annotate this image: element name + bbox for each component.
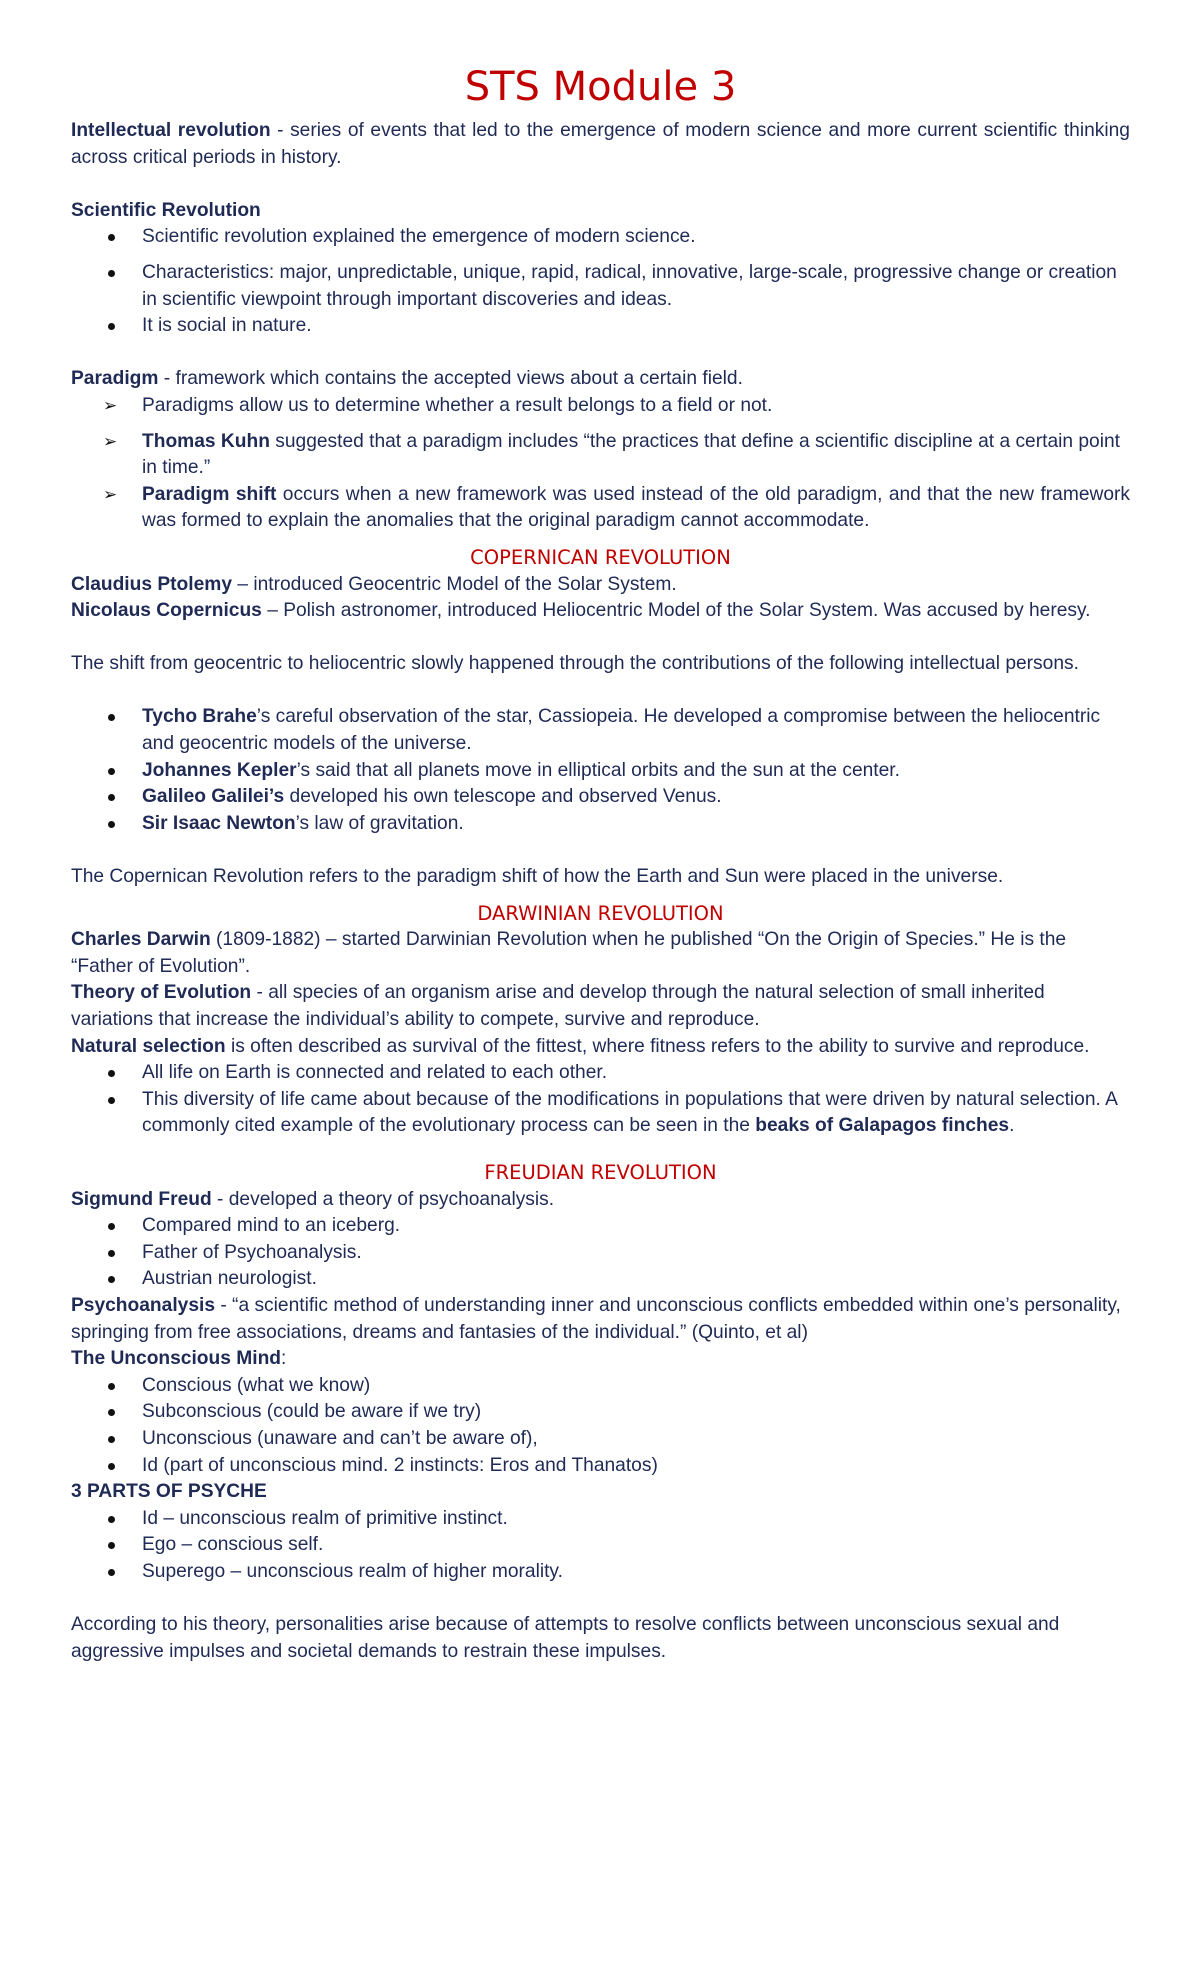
list-item: All life on Earth is connected and related to each other. (71, 1060, 1130, 1087)
natural-selection-text: is often described as survival of the fittest, where fitness refers to the ability to survive and reproduce. (225, 1035, 1090, 1057)
scientific-revolution-list (71, 224, 1130, 339)
arrow-item-text: occurs when a new framework was used instead of the old paradigm, and that the new framework was formed to explain the anomalies that the original paradigm cannot accommodate. (142, 483, 1130, 532)
intro-term: Intellectual revolution (71, 120, 271, 141)
list-item (71, 393, 1130, 420)
contributor-name: Johannes Kepler (142, 759, 297, 781)
copernicus-text: – Polish astronomer, introduced Heliocentric Model of the Solar System. Was accused by heresy. (261, 600, 1091, 622)
list-item: Compared mind to an iceberg. (71, 1213, 1130, 1240)
list-item-bold: beaks of Galapagos finches (755, 1115, 1010, 1137)
ptolemy-paragraph (71, 572, 1130, 599)
contributor-text: ’s said that all planets move in elliptical orbits and the sun at the center. (296, 759, 900, 781)
natural-selection-term: Natural selection (71, 1035, 226, 1057)
unconscious-mind-list (71, 1373, 1130, 1479)
contributor-text: ’s careful observation of the star, Cassiopeia. He developed a compromise between the heliocentric and geocentric models of the universe. (142, 706, 1101, 755)
contributor-text: ’s law of gravitation. (295, 812, 464, 834)
unconscious-mind-heading (71, 1346, 1130, 1373)
freud-text: - developed a theory of psychoanalysis. (211, 1188, 555, 1210)
psyche-heading-text: 3 PARTS OF PSYCHE (71, 1481, 267, 1503)
copernicus-name: Nicolaus Copernicus (71, 600, 262, 622)
natural-selection-paragraph (71, 1034, 1130, 1061)
list-item-end: . (1009, 1115, 1015, 1137)
darwinian-heading: DARWINIAN REVOLUTION (477, 901, 724, 925)
list-item: Father of Psychoanalysis. (71, 1240, 1130, 1267)
list-item: Conscious (what we know) (71, 1373, 1130, 1400)
unconscious-mind-colon: : (281, 1348, 287, 1370)
theory-text: - all species of an organism arise and develop through the natural selection of small inherited variations that increase the individual’s ability to compete, survive and reproduce. (71, 982, 1045, 1030)
arrow-item-bold: Thomas Kuhn (142, 430, 270, 452)
copernican-heading: COPERNICAN REVOLUTION (470, 545, 731, 569)
copernican-summary: The Copernican Revolution refers to the paradigm shift of how the Earth and Sun were placed in the universe. (71, 866, 1004, 888)
list-item: Scientific revolution explained the emergence of modern science. (71, 224, 1130, 251)
freud-name: Sigmund Freud (71, 1188, 212, 1210)
darwin-paragraph (71, 927, 1130, 980)
list-item: Characteristics: major, unpredictable, unique, rapid, radical, innovative, large-scale, progressive change or creation in scientific viewpoint through important discoveries and ideas. (71, 260, 1130, 313)
list-item (71, 1087, 1130, 1140)
intro-text: - series of events that led to the emergence of modern science and more current scientific thinking across critical periods in history. (71, 120, 1130, 168)
list-item: Id (part of unconscious mind. 2 instincts: Eros and Thanatos) (71, 1453, 1130, 1480)
paradigm-text: - framework which contains the accepted views about a certain field. (158, 368, 743, 390)
intro-paragraph (71, 118, 1130, 171)
unconscious-mind-term: The Unconscious Mind (71, 1348, 282, 1370)
psychoanalysis-paragraph (71, 1293, 1130, 1346)
psychoanalysis-term: Psychoanalysis (71, 1294, 215, 1316)
list-item (71, 704, 1130, 757)
darwin-name: Charles Darwin (71, 929, 211, 951)
psychoanalysis-text: - “a scientific method of understanding inner and unconscious conflicts embedded within one’s personality, springing from free associations, dreams and fantasies of the individual.” (Quinto, et al) (71, 1294, 1121, 1343)
list-item: Subconscious (could be aware if we try) (71, 1399, 1130, 1426)
theory-paragraph (71, 980, 1130, 1033)
list-item: Id – unconscious realm of primitive instinct. (71, 1506, 1130, 1533)
freudian-heading: FREUDIAN REVOLUTION (484, 1160, 717, 1184)
contributor-name: Sir Isaac Newton (142, 812, 296, 834)
list-item: Austrian neurologist. (71, 1266, 1130, 1293)
contributor-text: developed his own telescope and observed Venus. (284, 786, 722, 808)
arrow-item-text: Paradigms allow us to determine whether a result belongs to a field or not. (142, 394, 773, 416)
contributors-list (71, 704, 1130, 837)
paradigm-term: Paradigm (71, 368, 159, 390)
freudian-conclusion: According to his theory, personalities arise because of attempts to resolve conflicts between unconscious sexual and aggressive impulses and societal demands to restrain these impulses. (71, 1614, 1060, 1662)
contributor-name: Tycho Brahe (142, 706, 257, 728)
scientific-revolution-heading (71, 198, 1130, 225)
psyche-heading (71, 1479, 1130, 1506)
list-item (71, 758, 1130, 785)
list-item-text: This diversity of life came about because of the modifications in populations that were driven by natural selection. A commonly cited example of the evolutionary process can be seen in the (142, 1088, 1117, 1137)
list-item: Ego – conscious self. (71, 1532, 1130, 1559)
list-item: Unconscious (unaware and can’t be aware of), (71, 1426, 1130, 1453)
list-item: Superego – unconscious realm of higher morality. (71, 1559, 1130, 1586)
scientific-revolution-heading-text: Scientific Revolution (71, 199, 261, 221)
copernicus-paragraph (71, 598, 1130, 625)
darwinian-list (71, 1060, 1130, 1140)
paradigm-paragraph (71, 366, 1130, 393)
ptolemy-name: Claudius Ptolemy (71, 573, 232, 595)
list-item: It is social in nature. (71, 313, 1130, 340)
arrow-item-text: suggested that a paradigm includes “the practices that define a scientific discipline at a certain point in time.” (142, 430, 1120, 479)
list-item (71, 482, 1130, 535)
list-item (71, 429, 1130, 482)
shift-paragraph: The shift from geocentric to heliocentric slowly happened through the contributions of the following intellectual persons. (71, 653, 1079, 675)
arrow-item-bold: Paradigm shift (142, 483, 277, 505)
paradigm-list (71, 393, 1130, 535)
freud-list (71, 1213, 1130, 1293)
darwin-text: (1809-1882) – started Darwinian Revolution when he published “On the Origin of Species.” He is the “Father of Evolution”. (71, 929, 1067, 977)
page-title: STS Module 3 (464, 64, 737, 110)
contributor-name: Galileo Galilei’s (142, 786, 285, 808)
list-item (71, 784, 1130, 811)
theory-term: Theory of Evolution (71, 982, 252, 1004)
freud-paragraph (71, 1187, 1130, 1214)
psyche-list (71, 1506, 1130, 1586)
list-item (71, 811, 1130, 838)
ptolemy-text: – introduced Geocentric Model of the Solar System. (232, 573, 677, 595)
